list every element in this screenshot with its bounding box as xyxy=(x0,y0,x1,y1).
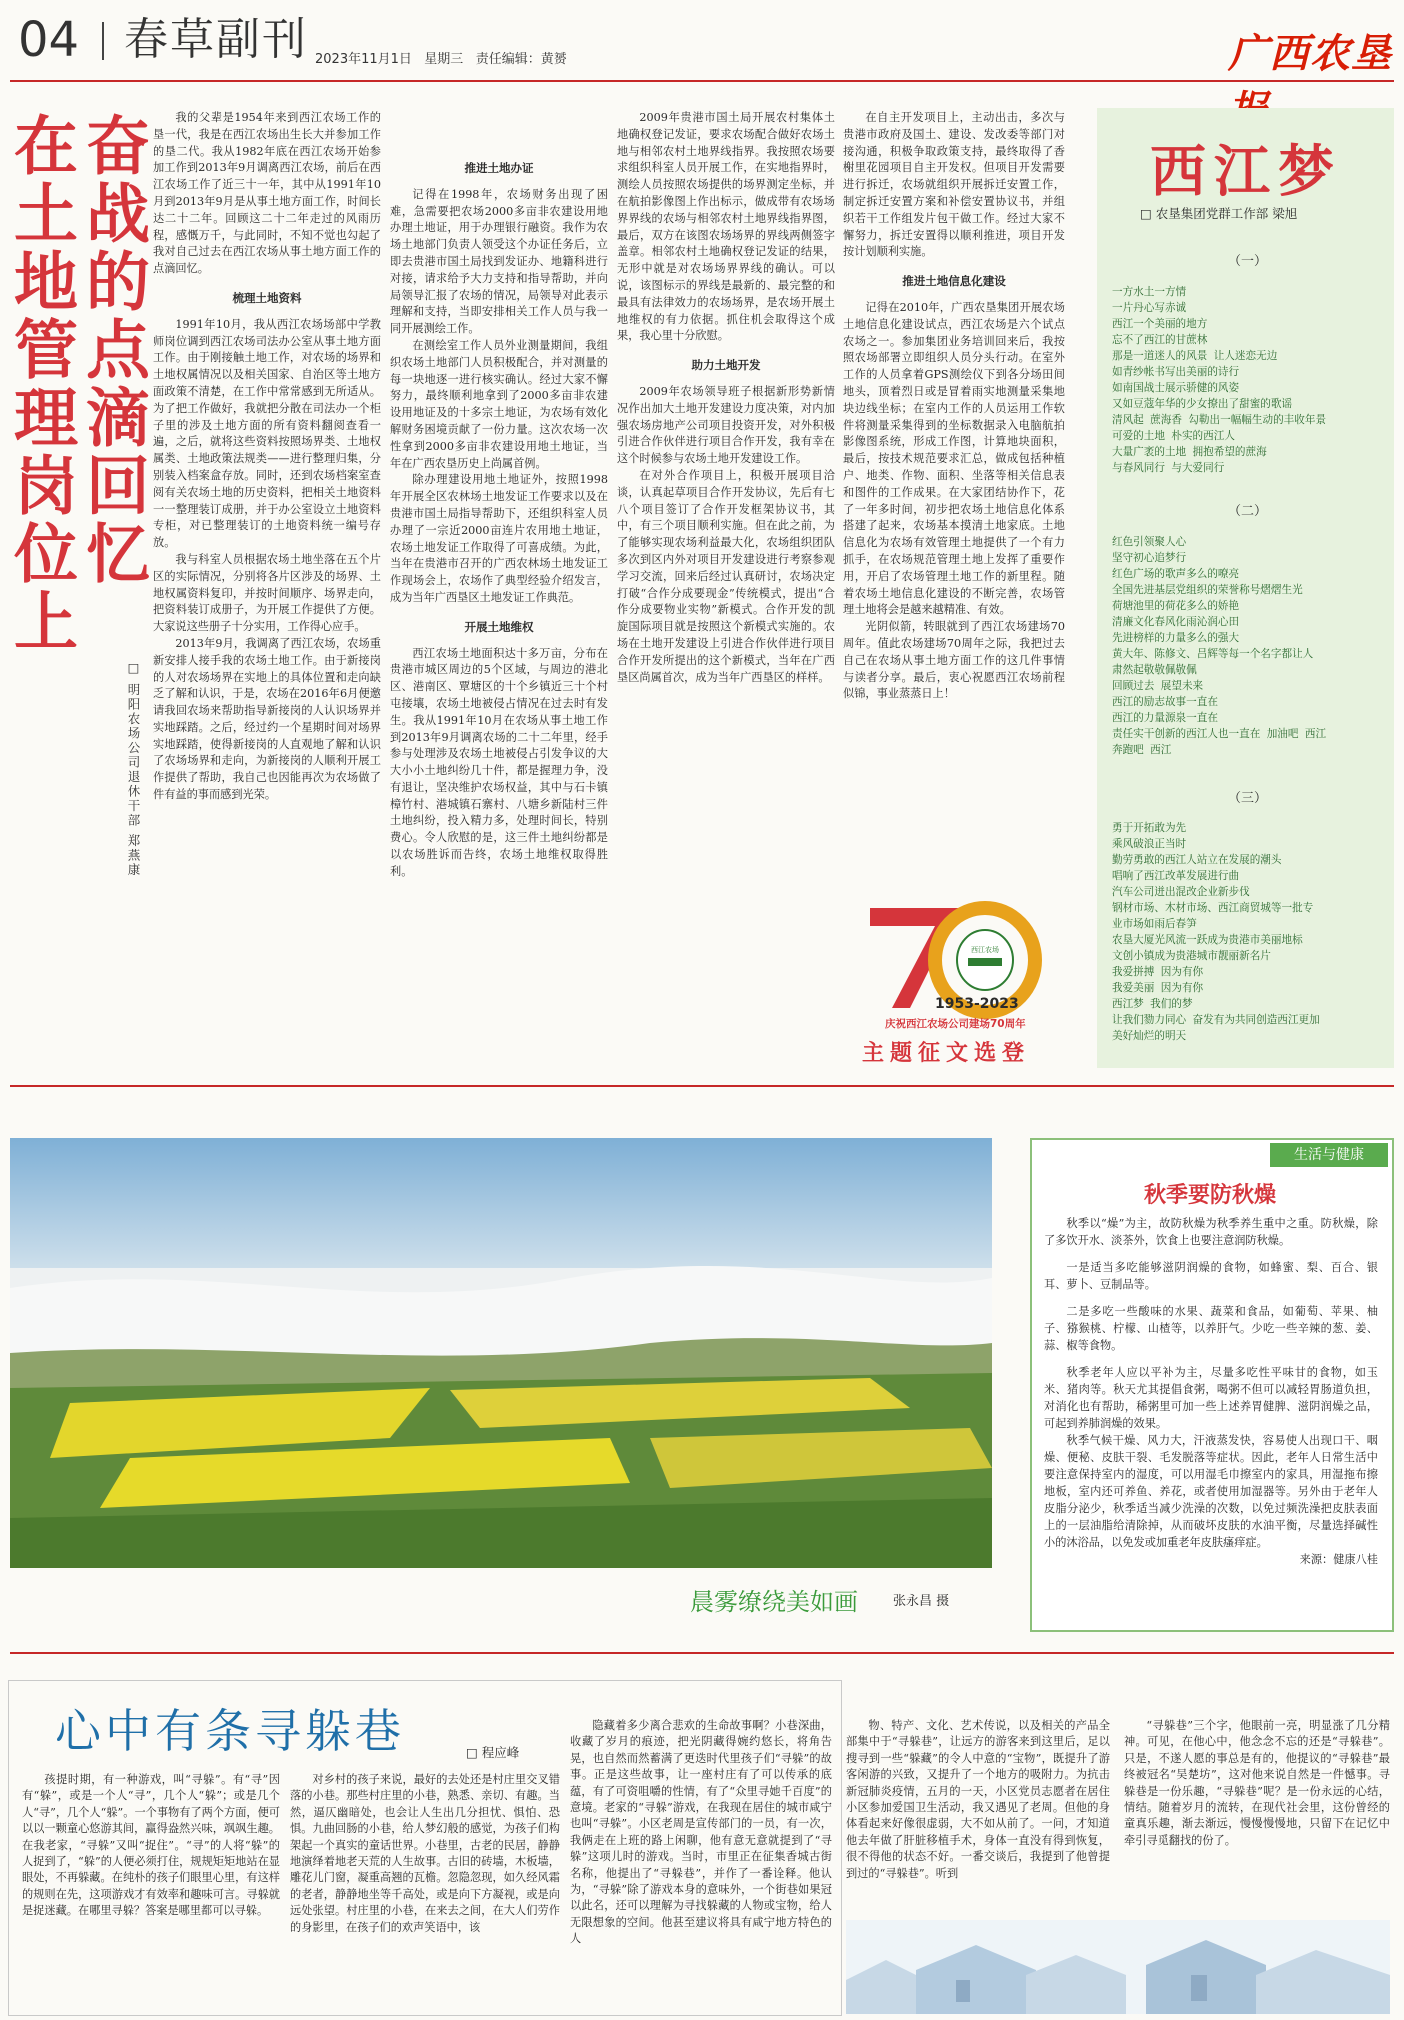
poem-line: 奔跑吧 西江 xyxy=(1112,744,1172,756)
poem-line: 一片丹心写赤诚 xyxy=(1112,302,1187,314)
poem-line: 汽车公司迸出混改企业新步伐 xyxy=(1112,886,1250,898)
poem-line: 肃然起敬敬佩敬佩 xyxy=(1112,664,1197,676)
poem-line: 黄大年、陈修文、吕辉等每一个名字都让人 xyxy=(1112,648,1314,660)
poem-line: 让我们勠力同心 奋发有为共同创造西江更加 xyxy=(1112,1014,1320,1026)
poem-line: 如南国战士展示骄健的风姿 xyxy=(1112,382,1240,394)
paragraph: 记得在2010年，广西农垦集团开展农场土地信息化建设试点，西江农场是六个试点农场之一。参加集团业务培训回来后，我按照农场部署立即组织人员分头行动。在室外工作的人员拿着GPS测绘仪下到各分场田间地头，顶着烈日或是冒着雨实地测量采集地块边线坐标；在室内工作的人员运用工作软件将测量采集得到的坐标数据录入电脑航拍影像图系统，形成工作图，计算地块面积，最后，按技术规范要求汇总，做成包括种植户、地类、作物、面积、坐落等相关信息表和图件的工作成果。在大家团结协作下，花了一年多时间，初步把农场土地信息化体系搭建了起来，农场基本摸清土地家底。土地信息化为农场有效管理土地提供了一个有力抓手，在农场规范管理土地上发挥了重要作用，开启了农场管理土地工作的新里程。随着农场土地信息化建设的不断完善，农场管理土地将会是越来越精准、有效。 xyxy=(843,300,1065,617)
paragraph: 除办理建设用地土地证外，按照1998年开展全区农林场土地发证工作要求以及在贵港市国土局指导帮助下，还组织科室人员办理了一宗近2000亩连片农用地土地证，农场土地发证工作取得了可喜成绩。为此，当年在贵港市召开的广西农林场土地发证工作现场会上，农场作了典型经验介绍发言，成为当年广西垦区土地发证工作典范。 xyxy=(390,473,608,604)
poem-line: 勇于开拓敢为先 xyxy=(1112,822,1187,834)
health-source: 来源：健康八桂 xyxy=(1299,1553,1378,1566)
paragraph: 一是适当多吃能够滋阴润燥的食物，如蜂蜜、梨、百合、银耳、萝卜、豆制品等。 xyxy=(1044,1261,1378,1291)
article-column-1 xyxy=(153,110,381,1065)
poem-title: 西江梦 xyxy=(1150,139,1342,205)
paragraph: 二是多吃一些酸味的水果、蔬菜和食品，如葡萄、苹果、柚子、猕猴桃、柠檬、山楂等，以养肝气。少吃一些辛辣的葱、姜、蒜、椒等食物。 xyxy=(1044,1305,1378,1352)
alley-illustration xyxy=(846,1920,1390,2014)
article-column-2 xyxy=(390,110,608,1065)
article-title-main: 奋战的点滴回忆 xyxy=(75,112,149,588)
paragraph: 光阴似箭，转眼就到了西江农场建场70周年。值此农场建场70周年之际，我把过去自己在农场从事土地方面工作的这几件事情与读者分享。最后，衷心祝愿西江农场前程似锦，事业蒸蒸日上！ xyxy=(843,620,1065,701)
poem-line: 先进榜样的力量多么的强大 xyxy=(1112,632,1240,644)
poem-line: 回顾过去 展望未来 xyxy=(1112,680,1204,692)
bottom-column-4 xyxy=(846,1718,1110,1918)
poem-part-1 xyxy=(1112,284,1392,476)
paragraph: 2009年农场领导班子根据新形势新情况作出加大土地开发建设力度决策，对内加强农场房地产公司项目投资开发，对外积极引进合作伙伴进行项目合作开发，我有幸在这个时候参与农场土地开发建设工作。 xyxy=(617,384,835,466)
bottom-column-3 xyxy=(570,1718,832,2004)
page-number: 04 xyxy=(18,12,80,68)
section-title: 春草副刊 xyxy=(124,14,308,65)
poem-line: 我爱拼搏 因为有你 xyxy=(1112,966,1204,978)
poem-line: 业市场如雨后春笋 xyxy=(1112,918,1197,930)
poem-line: 与春风同行 与大爱同行 xyxy=(1112,462,1225,474)
paragraph: 1991年10月，我从西江农场场部中学教师岗位调到西江农场司法办公室从事土地方面工作。由于刚接触土地工作，对农场的场界和土地权属情况以及相关国家、自治区等土地方面政策不清楚，在工作中常常感到无所适从。为了把工作做好，我就把分散在司法办一个柜子里的涉及土地方面的所有资料翻阅查看一遍，之后，就将这些资料按照场界类、土地权属类、土地政策法规类——进行整理归集，分别装入档案盒存放。同时，还到农场档案室查阅有关农场土地的历史资料，把相关土地资料一一整理装订成册，并于办公室设立土地资料专柜，对已整理装订的土地资料统一编号存放。 xyxy=(153,317,381,550)
poem-line: 钢材市场、木材市场、西江商贸城等一批专 xyxy=(1112,902,1314,914)
article-column-4 xyxy=(843,110,1065,850)
paragraph: 秋季气候干燥、风力大，汗液蒸发快，容易使人出现口干、咽燥、便秘、皮肤干裂、毛发脱落等症状。因此，老年人日常生活中要注意保持室内的湿度，可以用湿毛巾擦室内的家具，用湿拖布擦地板，室内还可养鱼、养花，或者使用加湿器等。另外由于老年人皮脂分泌少，秋季适当减少洗澡的次数，以免过频洗澡把皮肤表面上的一层油脂给清除掉，从而破坏皮肤的水油平衡，尽量选择碱性小的沐浴品，以免发或加重老年皮肤瘙痒症。 xyxy=(1044,1434,1378,1549)
paragraph: 西江农场土地面积达十多万亩，分布在贵港市城区周边的5个区域，与周边的港北区、港南区、覃塘区的十个乡镇近三十个村屯接壤，农场土地被侵占情况在过去时有发生。我从1991年10月在农场从事土地工作到2013年9月调离农场的二十二年里，经手参与处理涉及农场土地被侵占引发争议的大大小小土地纠纷几十件，都是握理力争，没有退让，坚决维护农场权益，其中与石卡镇樟竹村、港城镇石寨村、八塘乡新陆村三件土地纠纷，投入精力多，处理时间长，特别费心。令人欣慰的是，这三件土地纠纷都是以农场胜诉而告终，农场土地维权取得胜利。 xyxy=(390,646,608,878)
header-divider xyxy=(102,22,104,60)
anniversary-line: 庆祝西江农场公司建场70周年 xyxy=(885,1018,1026,1030)
poem-line: 又如豆蔻年华的少女撩出了甜蜜的歌谣 xyxy=(1112,398,1293,410)
paragraph: 隐藏着多少离合悲欢的生命故事啊？小巷深曲，收藏了岁月的痕迹，把光阴藏得婉约悠长，将角告晃，也自然而然蓄满了更迭时代里孩子们“寻躲”的故事。正是这些故事，让一座村庄有了可以传承的底蕴，有了可资咀嚼的性情，有了“众里寻她千百度”的意境。老家的“寻躲”游戏，在我现在居住的城市咸宁也叫“寻躲”。小区老周是宣传部门的一员，有一次，我俩走在上班的路上闲聊，他有意无意就提到了“寻躲”这项儿时的游戏。当时，市里正在征集香城古街名称，他提出了“寻躲巷”，并作了一番诠释。他认为，“寻躲”除了游戏本身的意味外，一个街巷如果冠以此名，还可以理解为寻找躲藏的人物或宝物，给人无限想象的空间。他甚至建议将具有咸宁地方特色的人 xyxy=(570,1719,832,1946)
paragraph: 在自主开发项目上，主动出击，多次与贵港市政府及国土、建设、发改委等部门对接沟通，积极争取政策支持，最终取得了香榭里花园项目自主开发权。但项目开发需要进行拆迁，农场就组织开展拆迁安置工作，制定拆迁安置方案和补偿安置协议书，并组织若干工作组发片包干做工作。经过大家不懈努力，拆迁安置得以顺利推进，项目开发按计划顺利实施。 xyxy=(843,111,1065,259)
poem-line: 唱响了西江改革发展进行曲 xyxy=(1112,870,1240,882)
poem-section-marker: （二） xyxy=(1227,504,1267,519)
health-tag: 生活与健康 xyxy=(1270,1143,1388,1167)
poem-line: 红色广场的歌声多么的嘹亮 xyxy=(1112,568,1240,580)
paragraph: “寻躲巷”三个字，他眼前一亮，明显涨了几分精神。可见，在他心中，他念念不忘的还是“寻躲巷”。只是，不遂人愿的事总是有的，他提议的“寻躲巷”最终被冠名“吴楚坊”，这对他来说自然是一件憾事。寻躲巷是一份乐趣，“寻躲巷”呢？是一份永远的心结，情结。随着岁月的流转，在现代社会里，这份曾经的童真乐趣，渐去渐远，慢慢慢慢地，只留下在记忆中牵引寻觅翻找的份了。 xyxy=(1124,1719,1390,1847)
poem-line: 清廉文化春风化雨沁润心田 xyxy=(1112,616,1240,628)
photo-caption: 晨雾缭绕美如画 xyxy=(690,1588,858,1616)
issue-meta: 2023年11月1日 星期三 责任编辑：黄赟 xyxy=(315,52,567,67)
anniversary-years: 1953-2023 xyxy=(935,996,1019,1012)
poem-line: 忘不了西江的甘蔗林 xyxy=(1112,334,1208,346)
paragraph: 对乡村的孩子来说，最好的去处还是村庄里交叉错落的小巷。那些村庄里的小巷，熟悉、亲切、有趣。当然，逼仄幽暗处，也会让人生出几分担忧、惧怕、恐惧。九曲回肠的小巷，给人梦幻般的感觉，为孩子们构架起一个真实的童话世界。小巷里，古老的民居，静静地演绎着地老天荒的人生故事。古旧的砖墙，木板墙，雕花儿门窗，凝重高翘的瓦檐。忽隐忽现，如久经风霜的老者，静静地坐等千高处，或是向下方凝视，或是向远处张望。村庄里的小巷，在来去之间，在大人们劳作的身影里，在孩子们的欢声笑语中，该 xyxy=(290,1773,560,1934)
photo-credit: 张永昌 摄 xyxy=(893,1594,950,1609)
paragraph: 在测绘室工作人员外业测量期间，我组织农场土地部门人员积极配合，并对测量的每一块地逐一进行核实确认。经过大家不懈努力，最终顺利地拿到了2000多亩非农建设用地证及的十多宗土地证，为农场有效化解财务困境贡献了一份力量。这次农场一次性拿到2000多亩非农建设用地土地证，当年在广西农垦历史上尚属首例。 xyxy=(390,338,608,470)
paragraph: 我与科室人员根据农场土地坐落在五个片区的实际情况，分别将各片区涉及的场界、土地权属资料复印，并按时间顺序、场界走向，把资料装订成册子，为开展工作提供了方便。大家说这些册子十分实用，工作得心应手。 xyxy=(153,552,381,634)
poem-line: 西江梦 我们的梦 xyxy=(1112,998,1193,1010)
poem-line: 清风起 蔗海香 勾勒出一幅幅生动的丰收年景 xyxy=(1112,414,1327,426)
paragraph: 2013年9月，我调离了西江农场，农场重新安排人接手我的农场土地工作。由于新接岗的人对农场场界在实地上的具体位置和走向缺乏了解和认识，于是，农场在2016年6月便邀请我回农场来帮助指导新接岗的人认识场界并实地踩踏。之后，经过约一个星期时间对场界实地踩踏，使得新接岗的人直观地了解和认识了农场场界和走向，为新接岗的人顺利开展工作提供了帮助，我自己也因能再次为农场做了件有益的事而感到光荣。 xyxy=(153,636,381,802)
poem-part-3 xyxy=(1112,820,1392,1044)
header-rule xyxy=(10,80,1394,82)
poem-line: 可爱的土地 朴实的西江人 xyxy=(1112,430,1235,442)
poem-part-2 xyxy=(1112,534,1392,758)
article-column-3 xyxy=(617,110,835,1065)
poem-line: 文创小镇成为贵港城市靓丽新名片 xyxy=(1112,950,1271,962)
poem-line: 大量广袤的土地 拥抱希望的蔗海 xyxy=(1112,446,1267,458)
paragraph: 物、特产、文化、艺术传说，以及相关的产品全部集中于“寻躲巷”，让远方的游客来到这里后，足以搜寻到一些“躲藏”的令人中意的“宝物”，既提升了游客闲游的兴致，又提升了一个地方的吸附力。为抗击新冠肺炎疫情，五月的一天，小区党员志愿者在居住小区参加爱国卫生活动，我又遇见了老周。但他的身体看起来好像很虚弱，大不如从前了。一问，才知道他去年做了肝脏移植手术，身体一直没有得到恢复，很不得他的状态不好。一番交谈后，我提到了他曾提到过的“寻躲巷”。听到 xyxy=(846,1719,1110,1880)
bottom-column-1 xyxy=(22,1772,280,2004)
misty-fields-image xyxy=(10,1138,992,1568)
subheading: 梳理土地资料 xyxy=(232,290,302,305)
subheading: 推进土地信息化建设 xyxy=(902,274,1006,289)
emblem-text: 西江农场 xyxy=(971,946,999,954)
old-street-drawing xyxy=(846,1920,1390,2014)
bottom-article-byline: □ 程应峰 xyxy=(466,1745,520,1760)
poem-line: 乘风破浪正当时 xyxy=(1112,838,1187,850)
landscape-photo xyxy=(10,1138,992,1568)
poem-line: 农垦大厦光风流一跃成为贵港市美丽地标 xyxy=(1112,934,1303,946)
paragraph: 我的父辈是1954年来到西江农场工作的垦一代，我是在西江农场出生长大并参加工作的垦二代。我从1982年底在西江农场开始参加工作到2013年9月调离西江农场，前后在西江农场工作了近三十一年，其中从1991年10月到2013年9月是从事土地方面工作，时间长达二十二年。回顾这二十二年走过的风雨历程，感慨万千，与此同时，不知不觉也勾起了我对自己过去在西江农场从事土地方面工作的点滴回忆。 xyxy=(153,111,381,276)
paragraph: 孩提时期，有一种游戏，叫“寻躲”。有“寻”因有“躲”，或是一个人“寻”，几个人“躲”；或是几个人“寻”，几个人“躲”。一个事物有了两个方面，便可以以一颗童心悠游其间，赢得盎然兴味，飒飒生趣。在我老家，“寻躲”又叫“捉住”。“寻”的人将“躲”的人捉到了，“躲”的人便必须打住，规规矩矩地站在显眼处，不再躲藏。在纯朴的孩子们眼里心里，有这样的规则在先，这项游戏才有效率和趣味可言。寻躲就是捉迷藏。在哪里寻躲？答案是哪里都可以寻躲。 xyxy=(22,1773,280,1918)
poem-line: 一方水土一方情 xyxy=(1112,286,1187,298)
poem-line: 西江的励志故事一直在 xyxy=(1112,696,1218,708)
subheading: 助力土地开发 xyxy=(691,358,761,373)
paragraph: 秋季老年人应以平补为主，尽量多吃性平味甘的食物，如玉米、猪肉等。秋天尤其提倡食粥，喝粥不但可以减轻胃肠道负担，对消化也有帮助，稀粥里可加一些上述养胃健脾、滋阴润燥之品，可起到养肺润燥的效果。 xyxy=(1044,1366,1378,1430)
article-byline: □ 明阳农场公司退休干部 郑燕康 xyxy=(126,660,141,878)
poem-line: 全国先进基层党组织的荣誉称号熠熠生光 xyxy=(1112,584,1303,596)
poem-line: 如青纱帐书写出美丽的诗行 xyxy=(1112,366,1240,378)
poem-line: 美好灿烂的明天 xyxy=(1112,1030,1187,1042)
poem-line: 西江的力量源泉一直在 xyxy=(1112,712,1218,724)
anniversary-tagline: 主题征文选登 xyxy=(862,1041,1031,1066)
paragraph: 记得在1998年，农场财务出现了困难，急需要把农场2000多亩非农建设用地办理土地证，用于办理银行融资。我作为农场土地部门负责人领受这个办证任务后，立即去贵港市国土局找到发证办、地籍科进行对接，请求给予大力支持和指导帮助，并向局领导汇报了农场的情况，局领导对此表示理解和支持，当即安排相关工作人员与我一同开展测绘工作。 xyxy=(390,187,608,336)
section-rule xyxy=(10,1652,1394,1654)
poem-section-marker: （一） xyxy=(1227,254,1267,269)
poem-line: 我爱美丽 因为有你 xyxy=(1112,982,1204,994)
poem-section-marker: （三） xyxy=(1227,791,1267,806)
paragraph: 2009年贵港市国土局开展农村集体土地确权登记发证，要求农场配合做好农场土地与相邻农村土地界线指界。我按照农场要求组织科室人员开展工作，在实地指界时，测绘人员按照农场提供的场界测定坐标，并在航拍影像图上作出标示，做成带有农场场界界线的农场与相邻农村土地界线指界图，最后，双方在该图农场场界的界线两侧签字盖章。相邻农村土地确权登记发证的结果，无形中就是对农场场界界线的确认。可以说，该图标示的界线是最新的、最完整的和最具有法律效力的农场场界，是农场开展土地维权的有力依据。抓住机会取得这个成果，我心里十分欣慰。 xyxy=(617,111,835,343)
paragraph: 秋季以“燥”为主，故防秋燥为秋季养生重中之重。防秋燥，除了多饮开水、淡茶外，饮食上也要注意润防秋燥。 xyxy=(1044,1217,1378,1247)
health-body xyxy=(1044,1215,1378,1620)
bottom-column-5 xyxy=(1124,1718,1390,1918)
poem-line: 红色引领聚人心 xyxy=(1112,536,1187,548)
subheading: 推进土地办证 xyxy=(464,161,534,175)
bottom-article-title: 心中有条寻躲巷 xyxy=(55,1704,405,1758)
section-rule xyxy=(10,1085,1394,1087)
poem-line: 责任实干创新的西江人也一直在 加油吧 西江 xyxy=(1112,728,1327,740)
newspaper-logo: 广西农垦 xyxy=(1228,30,1392,77)
health-title: 秋季要防秋燥 xyxy=(1143,1183,1276,1208)
subheading: 开展土地维权 xyxy=(464,619,534,634)
poem-line: 西江一个美丽的地方 xyxy=(1112,318,1208,330)
poem-line: 勤劳勇敢的西江人站立在发展的潮头 xyxy=(1112,854,1282,866)
poem-byline: □ 农垦集团党群工作部 梁旭 xyxy=(1140,206,1298,221)
poem-line: 荷塘池里的荷花多么的娇艳 xyxy=(1112,600,1240,612)
paragraph: 在对外合作项目上，积极开展项目洽谈，认真起草项目合作开发协议，先后有七八个项目签订了合作开发框架协议书，其中，有三个项目顺利实施。但在此之前，为了能够实现农场利益最大化，农场组织团队多次到区内外对项目开发建设进行考察参观学习交流，回来后经过认真研讨，农场决定打破“合作分成要现金”传统模式，提出“合作分成要物业实物”新模式。合作开发的凯旋国际项目就是按照这个新模式实施的。农场在土地开发建设上引进合作伙伴进行项目合作开发所提出的这个新模式，当年在广西垦区尚属首次，成为当年广西垦区的样样。 xyxy=(617,468,835,684)
poem-line: 坚守初心追梦行 xyxy=(1112,552,1187,564)
bottom-column-2 xyxy=(290,1772,560,2004)
poem-line: 那是一道迷人的风景 让人迷恋无边 xyxy=(1112,350,1278,362)
article-title-sub: 在土地管理岗位上 xyxy=(3,112,77,656)
